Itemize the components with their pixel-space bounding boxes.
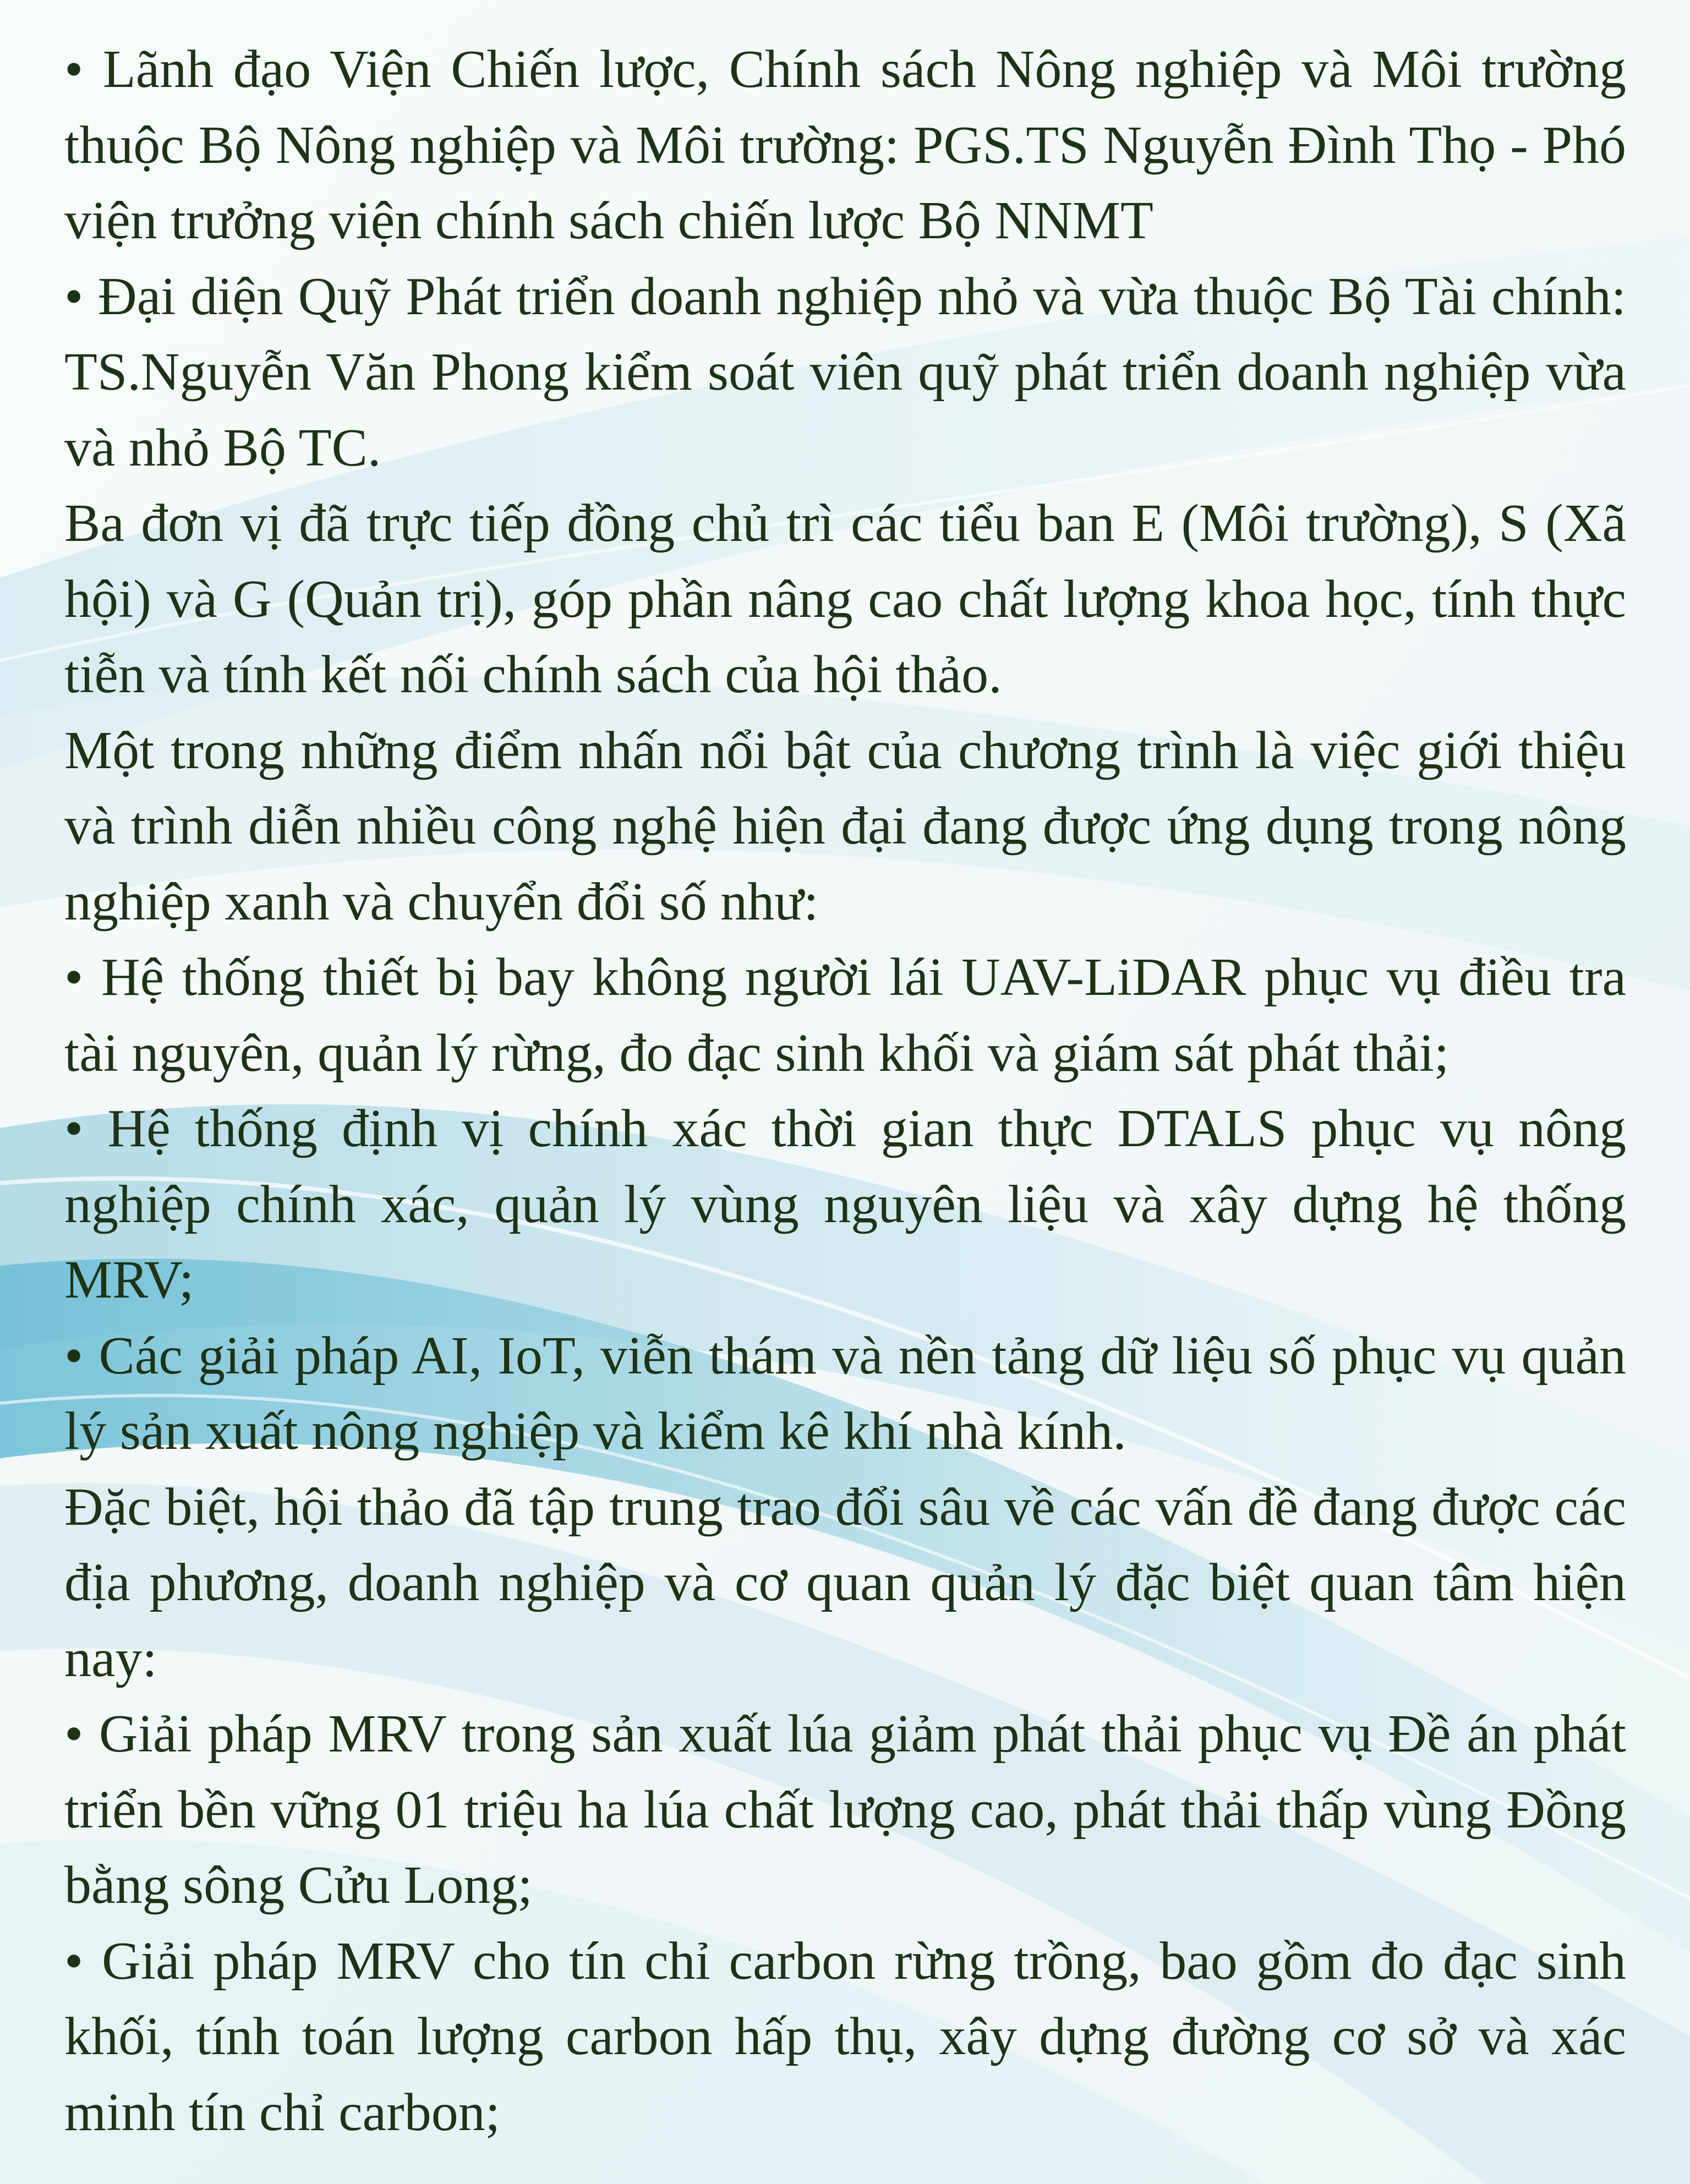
paragraph-highlights: Một trong những điểm nhấn nổi bật của chương trình là việc giới thiệu và trình diễn nhiều công nghệ hiện đại đang được ứng dụng trong nông nghiệp xanh và chuyển đổi số như: bbox=[64, 720, 1626, 932]
paragraph-discussion: Đặc biệt, hội thảo đã tập trung trao đổi sâu về các vấn đề đang được các địa phương, doanh nghiệp và cơ quan quản lý đặc biệt quan tâm hiện nay: bbox=[64, 1477, 1626, 1688]
bullet-paragraph-mrv-forest: • Giải pháp MRV cho tín chỉ carbon rừng trồng, bao gồm đo đạc sinh khối, tính toán lượng carbon hấp thụ, xây dựng đường cơ sở và xác minh tín chỉ carbon; bbox=[64, 1931, 1626, 2142]
bullet-paragraph-sme-fund: • Đại diện Quỹ Phát triển doanh nghiệp nhỏ và vừa thuộc Bộ Tài chính: TS.Nguyễn Văn Phong kiểm soát viên quỹ phát triển doanh nghiệp vừa và nhỏ Bộ TC. bbox=[64, 266, 1626, 478]
bullet-paragraph-dtals: • Hệ thống định vị chính xác thời gian thực DTALS phục vụ nông nghiệp chính xác, quản lý vùng nguyên liệu và xây dựng hệ thống MRV; bbox=[64, 1099, 1626, 1310]
bullet-paragraph-institute: • Lãnh đạo Viện Chiến lược, Chính sách Nông nghiệp và Môi trường thuộc Bộ Nông nghiệp và Môi trường: PGS.TS Nguyễn Đình Thọ - Phó viện trưởng viện chính sách chiến lược Bộ NNMT bbox=[64, 40, 1626, 250]
paragraph-co-chairs: Ba đơn vị đã trực tiếp đồng chủ trì các tiểu ban E (Môi trường), S (Xã hội) và G (Quản trị), góp phần nâng cao chất lượng khoa học, tính thực tiễn và tính kết nối chính sách của hội thảo. bbox=[64, 494, 1626, 704]
article-body bbox=[64, 32, 1626, 2150]
bullet-paragraph-uav-lidar: • Hệ thống thiết bị bay không người lái UAV-LiDAR phục vụ điều tra tài nguyên, quản lý rừng, đo đạc sinh khối và giám sát phát thải; bbox=[64, 948, 1626, 1083]
bullet-paragraph-mrv-rice: • Giải pháp MRV trong sản xuất lúa giảm phát thải phục vụ Đề án phát triển bền vững 01 triệu ha lúa chất lượng cao, phát thải thấp vùng Đồng bằng sông Cửu Long; bbox=[64, 1704, 1626, 1915]
bullet-paragraph-ai-iot: • Các giải pháp AI, IoT, viễn thám và nền tảng dữ liệu số phục vụ quản lý sản xuất nông nghiệp và kiểm kê khí nhà kính. bbox=[64, 1326, 1626, 1461]
